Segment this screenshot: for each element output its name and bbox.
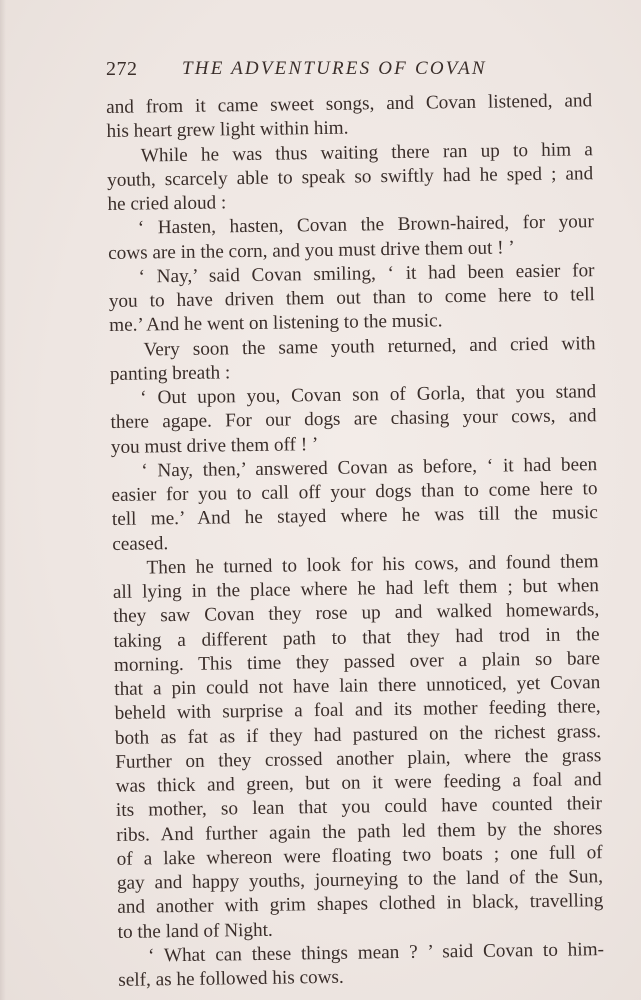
text-line: ‘ Hasten, hasten, Covan the Brown-haired, for your [137,211,594,239]
text-line: its mother, so lean that you could have counted their [115,793,603,822]
text-line: ‘ Nay,’ said Covan smiling, ‘ it had been easier for [138,259,595,288]
text-line: and another with grim shapes clothed in black, travelling [117,890,604,919]
page-gutter-shadow [0,0,6,1000]
running-head [106,58,506,88]
text-line: they saw Covan they rose up and walked homewards, [113,599,600,628]
text-line: you must drive them off ! ’ [110,433,319,458]
page-number: 272 [106,58,138,80]
text-line: Further on they crossed another plain, where the grass [115,744,602,773]
text-line: there agape. For our dogs are chasing your cows, and [110,405,597,434]
text-line: of a lake whereon were floating two boats ; one full of [116,841,603,870]
text-line: beheld with surprise a foal and its mother feeding there, [114,696,601,725]
text-line: all lying in the place where he had left them ; but when [112,575,600,603]
text-line: he cried aloud : [107,192,227,215]
body-text [106,89,604,993]
text-line: you to have driven them out than to come here to tell [108,284,595,312]
text-line: ‘ Out upon you, Covan son of Gorla, that you stand [140,381,597,409]
text-line: his heart grew light within him. [106,117,349,143]
text-line: me.’ And he went on listening to the music. [109,310,443,337]
text-line: tell me.’ And he stayed where he was till the music [111,502,599,531]
text-line: ‘ Nay, then,’ answered Covan as before, ‘ it had been [141,453,598,482]
text-line: Very soon the same youth returned, and cried with [143,332,596,360]
text-line: self, as he followed his cows. [118,966,344,991]
text-line: was thick and green, but on it were feeding a foal and [115,769,602,797]
text-line: ribs. And further again the path led them by the shores [116,817,603,846]
text-line: that a pin could not have lain there unnoticed, yet Covan [114,672,601,700]
text-line: morning. This time they passed over a plain so bare [113,647,601,676]
text-line: to the land of Night. [117,919,273,943]
text-line: taking a different path to that they had trod in the [113,623,600,652]
text-line: gay and happy youths, journeying to the land of the Sun, [116,866,604,894]
text-line: both as fat as if they had pastured on the richest grass. [114,720,602,749]
text-line: ceased. [112,532,169,555]
running-title: THE ADVENTURES OF COVAN [182,58,487,79]
text-line: and from it came sweet songs, and Covan listened, and [106,90,593,118]
text-line: easier for you to call off your dogs than to come here to [111,478,598,506]
text-line: panting breath : [109,362,231,385]
text-line: While he was thus waiting there ran up to him a [140,138,593,167]
text-line: Then he turned to look for his cows, and found them [146,550,599,579]
text-line: cows are in the corn, and you must drive them out ! ’ [108,236,515,264]
text-line: ‘ What can these things mean ? ’ said Covan to him- [147,938,605,967]
text-line: youth, scarcely able to speak so swiftly had he sped ; and [107,162,594,191]
